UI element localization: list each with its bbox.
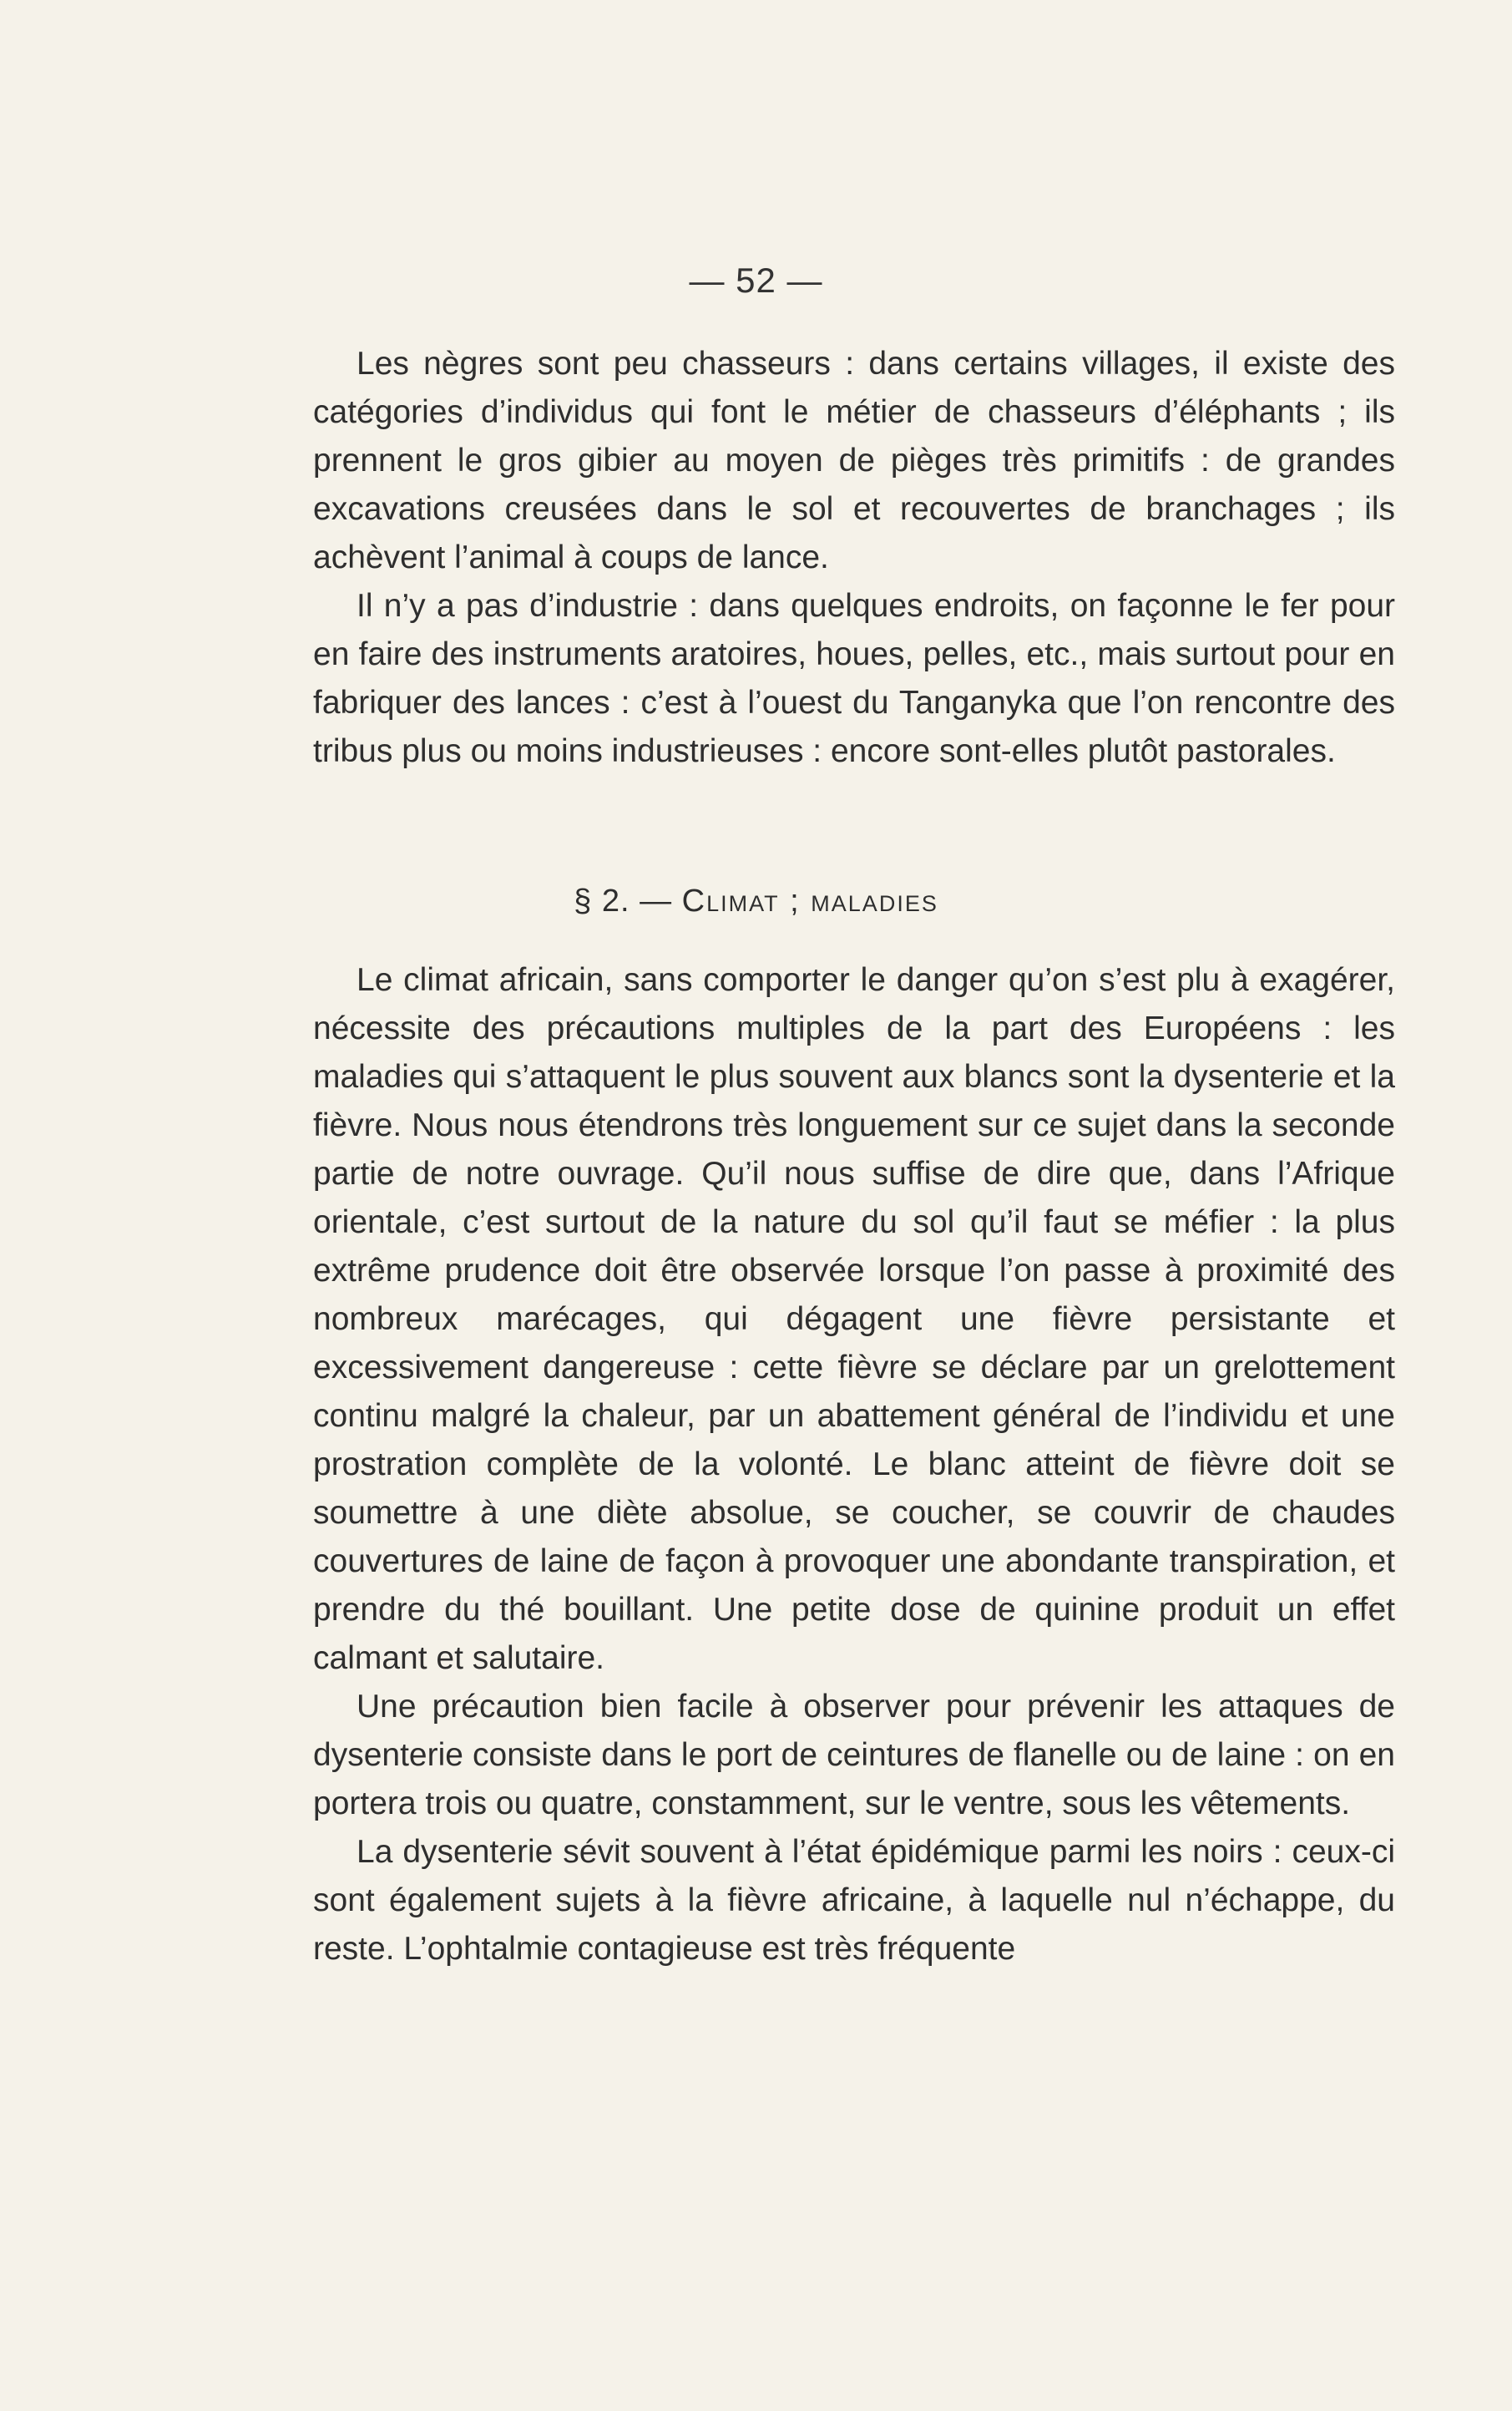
paragraph-industry: Il n’y a pas d’industrie : dans quelques endroits, on façonne le fer pour en faire des instruments aratoires, houes, pelles, etc., mais surtout pour en fabriquer des lances : c’est à l’ouest du Tanganyka que l’on rencontre des tribus plus ou moins industrieuses : encore sont-elles plutôt pastorales. (313, 588, 1395, 769)
section-heading (0, 884, 1512, 919)
text-block-top (313, 340, 1395, 776)
paragraph-climate: Le climat africain, sans comporter le danger qu’on s’est plu à exagérer, nécessite des précautions multiples de la part des Européens : les maladies qui s’attaquent le plus souvent aux blancs sont la dysenterie et la fièvre. Nous nous étendrons très longuement sur ce sujet dans la seconde partie de notre ouvrage. Qu’il nous suffise de dire que, dans l’Afrique orientale, c’est surtout de la nature du sol qu’il faut se méfier : la plus extrême prudence doit être observée lorsque l’on passe à proximité des nombreux marécages, qui dégagent une fièvre persistante et excessivement dangereuse : cette fièvre se déclare par un grelottement continu malgré la chaleur, par un abattement général de l’individu et une prostration complète de la volonté. Le blanc atteint de fièvre doit se soumettre à une diète absolue, se coucher, se couvrir de chaudes couvertures de laine de façon à provoquer une abondante transpiration, et prendre du thé bouillant. Une petite dose de quinine produit un effet calmant et salutaire. (313, 962, 1395, 1676)
section-title: Climat ; maladies (681, 884, 938, 919)
paragraph-hunting: Les nègres sont peu chasseurs : dans certains villages, il existe des catégories d’individus qui font le métier de chasseurs d’éléphants ; ils prennent le gros gibier au moyen de pièges très primitifs : de grandes excavations creusées dans le sol et recouvertes de branchages ; ils achèvent l’animal à coups de lance. (313, 346, 1395, 575)
paragraph-dysentery-precaution: Une précaution bien facile à observer pour prévenir les attaques de dysenterie consiste dans le port de ceintures de flanelle ou de laine : on en portera trois ou quatre, constamment, sur le ventre, sous les vêtements. (313, 1689, 1395, 1821)
paragraph-epidemic: La dysenterie sévit souvent à l’état épidémique parmi les noirs : ceux-ci sont également sujets à la fièvre africaine, à laquelle nul n’échappe, du reste. L’ophtalmie contagieuse est très fréquente (313, 1834, 1395, 1967)
page-number: — 52 — (689, 261, 823, 300)
section-number: § 2. (574, 884, 630, 919)
text-block-bottom (313, 956, 1395, 1973)
section-dash: — (640, 884, 673, 919)
